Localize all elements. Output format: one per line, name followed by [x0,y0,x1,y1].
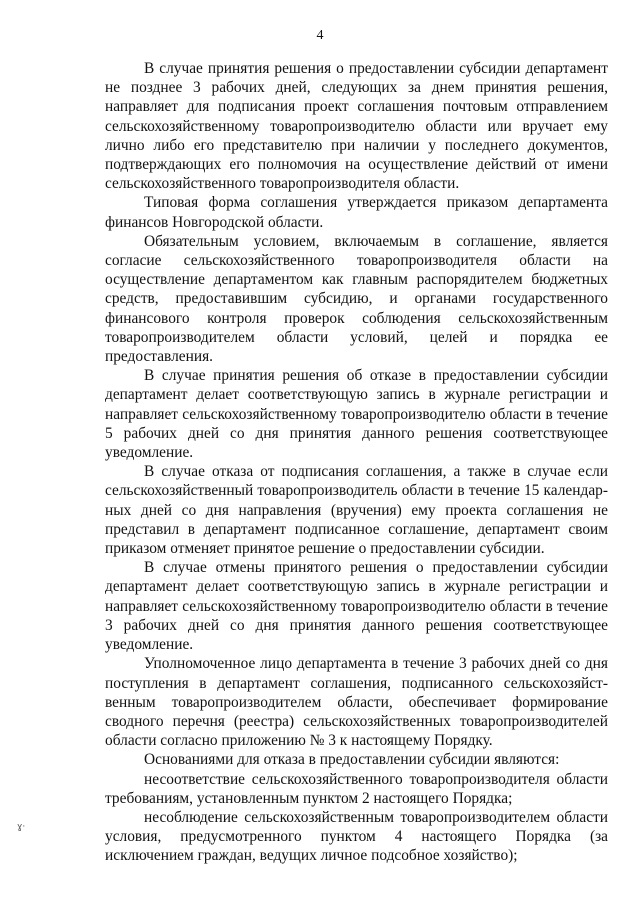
page-number: 4 [316,28,324,43]
paragraph-mandatory-condition: Обязательным условием, включаемым в соглашение, является согласие сельскохозяйственного товаропроизводителя области на осуществление департаментом как главным распорядителем бюджетных средств, предоставившим субсидию, и органами государственного финансового контроля проверок соблюдения сельскохозяйственным товаропроизводителем области условий, целей и порядка ее предоставления. [105,232,608,366]
paragraph-refusal-decision: В случае принятия решения об отказе в предоставлении субсидии департамент делает соответствующую запись в журнале регистрации и направляет сельскохозяйственному товаропроизводителю области в течение 5 рабочих дней со дня принятия данного решения соответствующее уведомление. [105,367,608,462]
paragraph-signing-refusal: В случае отказа от подписания соглашения, а также в случае если сельскохозяйственный товаропроизводитель области в течение 15 календарных дней со дня направления (вручения) ему проекта соглашения не представил в департамент подписанное соглашение, департамент своим приказом отменяет принятое решение о предоставлении субсидии. [105,463,608,558]
paragraph-refusal-grounds-heading: Основаниями для отказа в предоставлении субсидии являются: [144,751,560,769]
paragraph-decision-cancellation: В случае отмены принятого решения о предоставлении субсидии департамент делает соответствующую запись в журнале регистрации и направляет сельскохозяйственному товаропроизводителю области в течение 3 рабочих дней со дня принятия данного решения соответствующее уведомление. [105,559,608,654]
paragraph-agreement-form: Типовая форма соглашения утверждается приказом департамента финансов Новгородской области. [105,194,608,231]
paragraph-decision-notification: В случае принятия решения о предоставлении субсидии департамент не позднее 3 рабочих дней, следующих за днем принятия решения, направляет для подписания проект соглашения почтовым отправлением сельскохозяйственному товаропроизводителю области или вручает ему лично либо его представителю при наличии у последнего документов, подтверждающих его полномочия на осуществление действий от имени сельскохозяйственного товаропроизводителя области. [105,60,608,193]
paragraph-register-formation: Уполномоченное лицо департамента в течение 3 рабочих дней со дня поступления в департамент соглашения, подписанного сельскохозяйственным товаропроизводителем области, обеспечивает формирование сводного перечня (реестра) сельскохозяйственных товаропроизводителей области согласно приложению № 3 к настоящему Порядку. [105,655,608,750]
document-body [105,59,608,866]
paragraph-ground-requirements: несоответствие сельскохозяйственного товаропроизводителя области требованиям, установленным пунктом 2 настоящего Порядка; [105,770,608,807]
margin-mark: ɣ· [17,822,26,832]
paragraph-ground-conditions: несоблюдение сельскохозяйственным товаропроизводителем области условия, предусмотренного пунктом 4 настоящего Порядка (за исключением граждан, ведущих личное подсобное хозяйство); [105,808,608,865]
